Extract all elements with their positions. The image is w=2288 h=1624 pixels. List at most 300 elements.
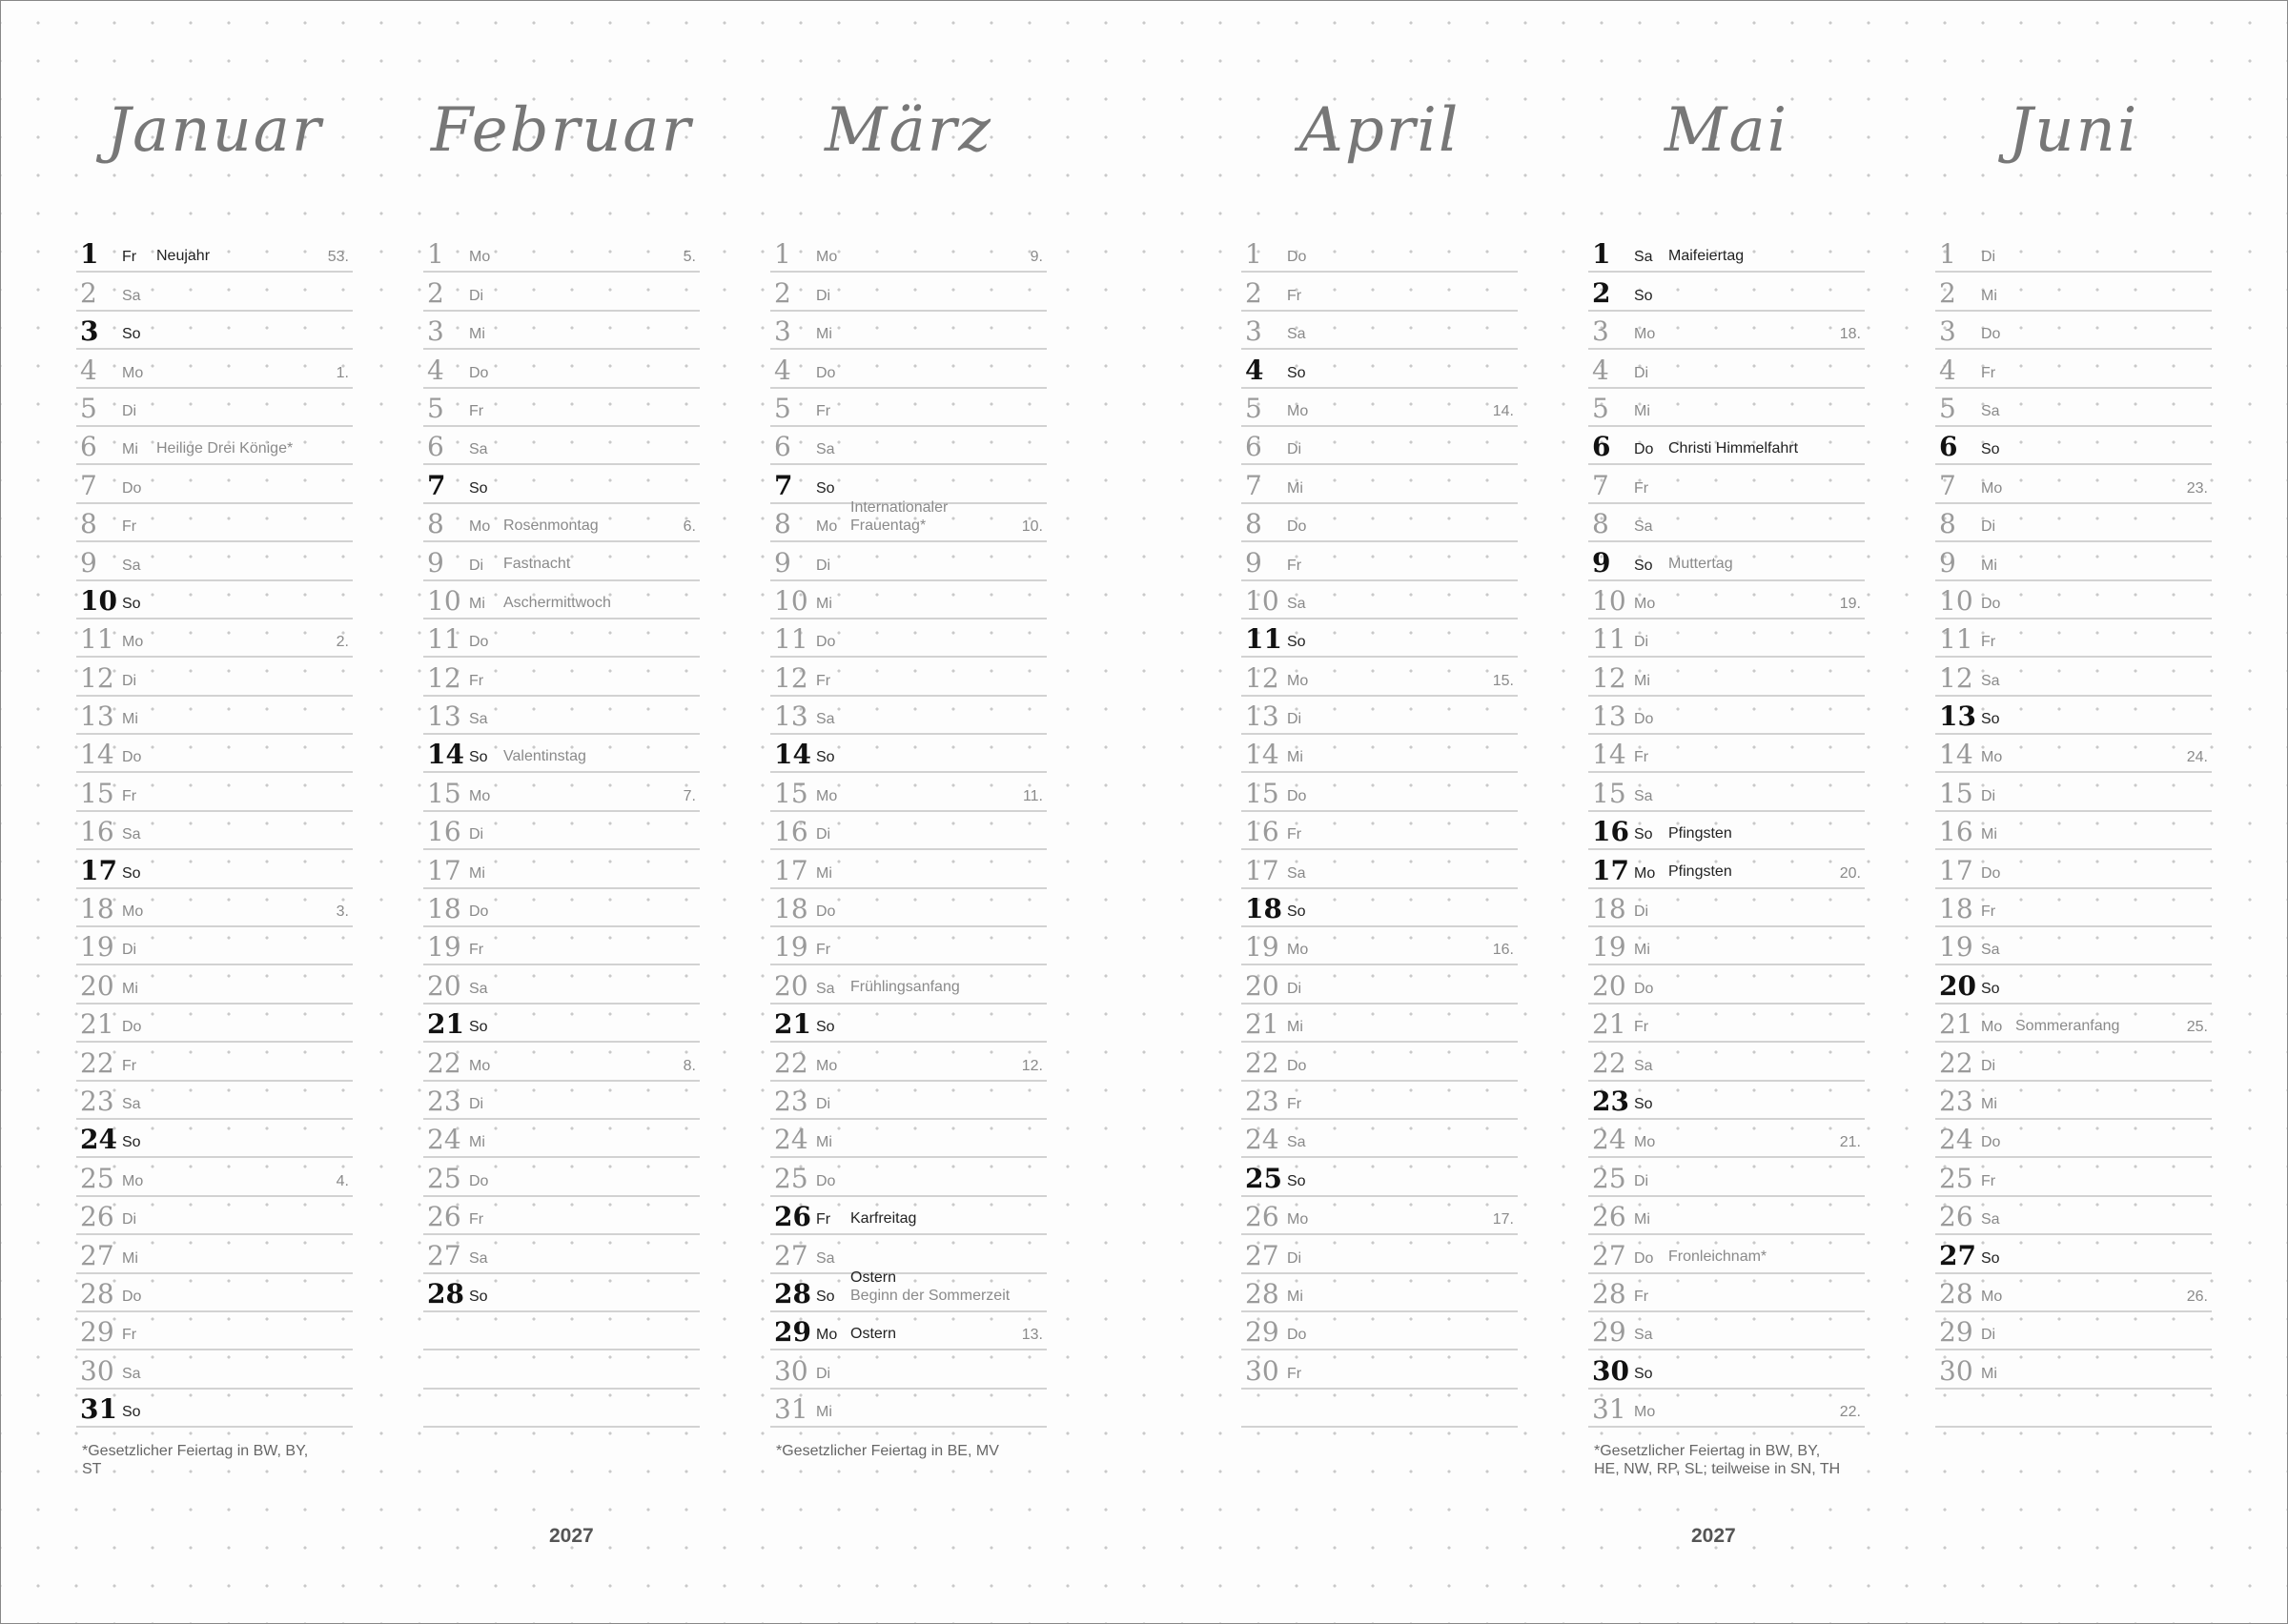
day-number: 26: [1939, 1201, 1973, 1233]
day-row: [770, 1158, 1047, 1196]
holiday-line: Internationaler: [850, 499, 949, 517]
day-number: 13: [427, 700, 461, 733]
holiday-label: [1668, 1248, 1767, 1266]
day-row: [1935, 504, 2212, 542]
weekday: Mo: [122, 1172, 144, 1189]
day-number: 2: [427, 276, 444, 309]
day-number: 29: [774, 1316, 811, 1349]
weekday: Sa: [122, 1095, 141, 1112]
day-number: 26: [427, 1201, 461, 1233]
week-number: 25.: [2186, 1019, 2208, 1036]
day-number: 27: [774, 1239, 808, 1271]
day-row: [1241, 312, 1518, 350]
day-row: [1935, 1120, 2212, 1158]
day-row: [1935, 1082, 2212, 1120]
day-row: [1935, 350, 2212, 388]
week-number: 2.: [336, 634, 349, 651]
weekday: Fr: [816, 672, 831, 689]
day-row: [423, 927, 700, 965]
weekday: Mo: [816, 1057, 838, 1074]
day-row: [1588, 1350, 1865, 1389]
holiday-line: Frühlingsanfang: [850, 979, 960, 996]
weekday: So: [1634, 826, 1653, 843]
weekday: So: [1287, 903, 1306, 921]
day-number: 5: [1592, 392, 1609, 424]
day-row: [770, 1390, 1047, 1428]
weekday: Sa: [1287, 1134, 1306, 1151]
day-row: [1588, 697, 1865, 735]
holiday-label: [2015, 1018, 2119, 1035]
week-number: 14.: [1492, 402, 1514, 419]
day-row: [1935, 1197, 2212, 1235]
day-number: 23: [1245, 1085, 1279, 1117]
day-row: [1588, 1005, 1865, 1043]
weekday: So: [1981, 441, 2000, 458]
day-number: 27: [1245, 1239, 1279, 1271]
day-number: 24: [80, 1124, 117, 1156]
day-row: [1935, 965, 2212, 1004]
day-number: 10: [1939, 584, 1973, 617]
day-row: [76, 234, 353, 273]
weekday: Mo: [1634, 1404, 1656, 1421]
day-row: [423, 1043, 700, 1081]
day-number: 11: [80, 623, 114, 656]
day-number: 5: [427, 392, 444, 424]
weekday: Do: [1981, 595, 2001, 612]
weekday: Fr: [1634, 1019, 1649, 1036]
day-row: [1588, 427, 1865, 465]
week-number: 16.: [1492, 942, 1514, 959]
weekday: Sa: [1287, 595, 1306, 612]
weekday: Do: [1981, 864, 2001, 882]
day-row: [423, 812, 700, 850]
day-row: [1241, 735, 1518, 773]
weekday: Mi: [1287, 479, 1303, 497]
day-row: [1935, 427, 2212, 465]
day-row: [770, 273, 1047, 311]
day-row: [423, 1005, 700, 1043]
day-row: [1588, 1158, 1865, 1196]
day-row: [76, 812, 353, 850]
day-number: 12: [80, 661, 114, 694]
holiday-line: Aschermittwoch: [503, 594, 611, 611]
day-number: 11: [427, 623, 461, 656]
day-number: 29: [80, 1316, 114, 1349]
day-row: [76, 1082, 353, 1120]
day-row: [770, 1005, 1047, 1043]
day-row: [423, 234, 700, 273]
weekday: Sa: [1981, 402, 2000, 419]
day-number: 5: [774, 392, 791, 424]
day-number: 31: [774, 1393, 808, 1426]
day-number: 4: [427, 354, 444, 386]
day-number: 4: [1939, 354, 1956, 386]
day-row: [1935, 773, 2212, 811]
weekday: So: [1981, 1249, 2000, 1267]
day-number: 30: [80, 1354, 114, 1387]
weekday: So: [1287, 1172, 1306, 1189]
holiday-label: [1668, 863, 1732, 881]
day-number: 13: [1245, 700, 1279, 733]
weekday: So: [1287, 634, 1306, 651]
day-row: [1241, 1158, 1518, 1196]
day-row: [770, 1350, 1047, 1389]
day-number: 2: [1245, 276, 1262, 309]
day-row: [1588, 773, 1865, 811]
weekday: Sa: [469, 1249, 488, 1267]
day-row: [770, 1043, 1047, 1081]
day-row: [770, 927, 1047, 965]
day-row: [1241, 697, 1518, 735]
day-number: 27: [1592, 1239, 1626, 1271]
day-number: 24: [1939, 1124, 1973, 1156]
weekday: Mo: [1981, 1288, 2003, 1305]
weekday: Mi: [1981, 557, 1997, 574]
day-number: 17: [1592, 854, 1629, 886]
day-number: 27: [80, 1239, 114, 1271]
day-number: 19: [80, 931, 114, 964]
day-number: 4: [80, 354, 97, 386]
weekday: Mi: [816, 1404, 832, 1421]
day-row: [76, 1274, 353, 1312]
holiday-line-2: Frauentag*: [850, 517, 927, 534]
day-row: [1241, 658, 1518, 696]
day-row: [770, 619, 1047, 658]
weekday: Sa: [1634, 787, 1653, 804]
day-number: 28: [80, 1277, 114, 1309]
holiday-line: Heilige Drei Könige*: [156, 439, 294, 457]
day-row: [1241, 427, 1518, 465]
day-row: [1241, 542, 1518, 580]
day-number: 31: [1592, 1393, 1626, 1426]
weekday: Mi: [469, 595, 485, 612]
day-row: [1588, 504, 1865, 542]
holiday-label: [156, 248, 210, 265]
weekday: Mo: [122, 634, 144, 651]
day-row: [76, 1235, 353, 1273]
day-row: [1588, 812, 1865, 850]
holiday-label: [850, 979, 960, 996]
weekday: Mo: [469, 787, 491, 804]
day-number: 19: [1939, 931, 1973, 964]
weekday: Do: [1981, 326, 2001, 343]
day-row: [423, 350, 700, 388]
day-row: [770, 1082, 1047, 1120]
weekday: So: [122, 1134, 141, 1151]
day-row: [1588, 1082, 1865, 1120]
day-number: 25: [1245, 1162, 1282, 1194]
weekday: Mi: [816, 326, 832, 343]
day-number: 2: [1939, 276, 1956, 309]
holiday-label: [1668, 825, 1732, 842]
day-row: [770, 889, 1047, 927]
day-number: 14: [774, 739, 811, 771]
day-number: 28: [427, 1277, 464, 1309]
day-number: 3: [774, 315, 791, 348]
weekday: Mi: [469, 864, 485, 882]
day-number: 8: [1592, 508, 1609, 540]
weekday: So: [1981, 980, 2000, 997]
day-row: [1935, 312, 2212, 350]
day-number: 13: [1592, 700, 1626, 733]
day-row: [1935, 465, 2212, 503]
holiday-label: [850, 499, 948, 535]
day-number: 17: [80, 854, 117, 886]
weekday: Do: [469, 634, 489, 651]
weekday: Sa: [122, 557, 141, 574]
week-number: 53.: [327, 249, 349, 266]
day-number: 14: [1245, 739, 1279, 771]
day-number: 20: [1245, 969, 1279, 1002]
day-row: [423, 1197, 700, 1235]
day-row: [1241, 1350, 1518, 1389]
weekday: Fr: [1287, 287, 1302, 304]
day-number: 19: [427, 931, 461, 964]
day-number: 19: [1245, 931, 1279, 964]
weekday: Do: [1634, 1249, 1654, 1267]
weekday: Mo: [1287, 402, 1309, 419]
holiday-line: Pfingsten: [1668, 824, 1732, 842]
weekday: Sa: [1634, 518, 1653, 536]
holiday-line: Fastnacht: [503, 556, 571, 573]
weekday: So: [122, 595, 141, 612]
weekday: Mo: [1634, 864, 1656, 882]
weekday: Do: [816, 1172, 836, 1189]
day-number: 24: [774, 1124, 808, 1156]
day-row: [770, 312, 1047, 350]
day-number: 6: [1939, 431, 1958, 463]
holiday-label: [1668, 248, 1744, 265]
weekday: Di: [816, 826, 831, 843]
weekday: So: [1634, 287, 1653, 304]
weekday: Fr: [469, 402, 484, 419]
weekday: Sa: [816, 441, 835, 458]
weekday: Di: [1634, 1172, 1649, 1189]
day-row: [770, 965, 1047, 1004]
weekday: Mo: [122, 364, 144, 381]
weekday: Mi: [1634, 402, 1650, 419]
day-number: 6: [1245, 431, 1262, 463]
day-row: [76, 273, 353, 311]
day-row: [1588, 312, 1865, 350]
weekday: Mo: [1981, 1019, 2003, 1036]
week-number: 1.: [336, 364, 349, 381]
day-row: [76, 850, 353, 888]
weekday: Mi: [1981, 1365, 1997, 1382]
day-number: 19: [774, 931, 808, 964]
weekday: Fr: [1634, 1288, 1649, 1305]
day-number: 29: [1592, 1316, 1626, 1349]
day-row: [770, 812, 1047, 850]
weekday: Fr: [816, 942, 831, 959]
day-number: 26: [1592, 1201, 1626, 1233]
weekday: Mo: [816, 1327, 838, 1344]
day-number: 21: [427, 1008, 464, 1041]
day-number: 17: [427, 854, 461, 886]
day-number: 18: [80, 893, 114, 925]
weekday: Mi: [1981, 287, 1997, 304]
week-number: 8.: [683, 1057, 696, 1074]
day-number: 17: [774, 854, 808, 886]
day-number: 10: [1592, 584, 1626, 617]
weekday: Do: [816, 634, 836, 651]
day-number: 23: [774, 1085, 808, 1117]
weekday: Do: [1287, 1057, 1307, 1074]
weekday: Mi: [1287, 1019, 1303, 1036]
day-number: 1: [1939, 238, 1956, 271]
day-row: [76, 697, 353, 735]
day-number: 26: [80, 1201, 114, 1233]
weekday: So: [1634, 1095, 1653, 1112]
weekday: Fr: [1981, 364, 1996, 381]
day-number: 30: [1939, 1354, 1973, 1387]
day-number: 10: [427, 584, 461, 617]
day-number: 10: [80, 584, 117, 617]
week-number: 9.: [1030, 249, 1043, 266]
day-number: 11: [774, 623, 808, 656]
day-number: 7: [1939, 469, 1956, 501]
day-row: [1935, 1235, 2212, 1273]
day-row: [423, 1158, 700, 1196]
weekday: Sa: [816, 711, 835, 728]
day-number: 16: [80, 816, 114, 848]
weekday: Do: [1634, 980, 1654, 997]
day-number: 3: [427, 315, 444, 348]
day-row: [423, 965, 700, 1004]
day-row: [770, 697, 1047, 735]
day-row: [1241, 1197, 1518, 1235]
day-number: 7: [1592, 469, 1609, 501]
day-row: [1935, 542, 2212, 580]
day-row: [1588, 658, 1865, 696]
day-number: 8: [427, 508, 444, 540]
weekday: Mi: [1981, 1095, 1997, 1112]
day-row: [1241, 350, 1518, 388]
day-number: 26: [1245, 1201, 1279, 1233]
day-number: 8: [80, 508, 97, 540]
weekday: Di: [469, 557, 484, 574]
day-number: 16: [1939, 816, 1973, 848]
day-row: [770, 658, 1047, 696]
day-number: 27: [427, 1239, 461, 1271]
weekday: Fr: [122, 1057, 137, 1074]
weekday: Mo: [816, 518, 838, 536]
weekday: Mi: [1287, 1288, 1303, 1305]
day-number: 11: [1592, 623, 1626, 656]
weekday: Fr: [1981, 1172, 1996, 1189]
weekday: Mi: [1634, 1211, 1650, 1228]
weekday: Sa: [1981, 1211, 2000, 1228]
weekday: Mi: [122, 711, 138, 728]
holiday-label: [1668, 556, 1733, 573]
day-number: 29: [1939, 1316, 1973, 1349]
day-row: [770, 389, 1047, 427]
day-row: [76, 1312, 353, 1350]
day-number: 1: [1592, 238, 1611, 271]
day-row: [76, 581, 353, 619]
holiday-label: [850, 1326, 896, 1343]
day-row: [76, 1158, 353, 1196]
holiday-label: [1668, 440, 1798, 457]
day-row: [770, 350, 1047, 388]
day-row: [1588, 1274, 1865, 1312]
day-number: 1: [774, 238, 791, 271]
day-row: [1935, 1043, 2212, 1081]
day-row: [1935, 889, 2212, 927]
weekday: Do: [469, 364, 489, 381]
weekday: Mo: [122, 903, 144, 921]
day-number: 28: [1939, 1277, 1973, 1309]
day-row: [76, 1120, 353, 1158]
weekday: Sa: [1634, 1327, 1653, 1344]
day-row: [423, 427, 700, 465]
weekday: Di: [1287, 711, 1302, 728]
weekday: Do: [816, 903, 836, 921]
day-number: 25: [1592, 1162, 1626, 1194]
weekday: So: [469, 479, 488, 497]
weekday: Di: [1981, 518, 1996, 536]
weekday: Di: [816, 287, 831, 304]
weekday: Do: [1287, 249, 1307, 266]
day-row: [423, 1082, 700, 1120]
day-row: [1588, 273, 1865, 311]
weekday: Sa: [469, 441, 488, 458]
weekday: Di: [1981, 1057, 1996, 1074]
day-row: [1935, 581, 2212, 619]
day-number: 21: [80, 1008, 114, 1041]
day-row: [1241, 619, 1518, 658]
weekday: Mi: [469, 1134, 485, 1151]
holiday-line: Ostern: [850, 1325, 897, 1342]
day-row: [1241, 850, 1518, 888]
day-row: [423, 273, 700, 311]
day-number: 14: [80, 739, 114, 771]
weekday: Do: [469, 903, 489, 921]
day-number: 5: [1245, 392, 1262, 424]
day-number: 6: [427, 431, 444, 463]
day-number: 26: [774, 1201, 811, 1233]
day-row: [76, 965, 353, 1004]
week-number: 24.: [2186, 749, 2208, 766]
day-row: [1935, 812, 2212, 850]
day-number: 30: [1592, 1354, 1629, 1387]
weekday: Sa: [1634, 1057, 1653, 1074]
weekday: Mo: [1287, 672, 1309, 689]
weekday: Fr: [816, 402, 831, 419]
day-row: [1241, 773, 1518, 811]
weekday: Do: [1981, 1134, 2001, 1151]
weekday: Sa: [469, 980, 488, 997]
day-row: [1241, 581, 1518, 619]
holiday-line: Rosenmontag: [503, 517, 599, 534]
day-row: [1241, 1274, 1518, 1312]
holiday-label: [503, 556, 570, 573]
weekday: Mi: [469, 326, 485, 343]
day-number: 20: [1939, 969, 1976, 1002]
day-number: 9: [1939, 546, 1956, 579]
day-number: 15: [1592, 777, 1626, 809]
holiday-line: Fronleichnam*: [1668, 1248, 1767, 1266]
week-number: 15.: [1492, 672, 1514, 689]
day-number: 22: [1939, 1046, 1973, 1079]
day-row: [1241, 465, 1518, 503]
day-row: [770, 234, 1047, 273]
day-number: 6: [80, 431, 97, 463]
weekday: Mo: [1634, 326, 1656, 343]
day-number: 3: [1592, 315, 1609, 348]
weekday: Mi: [1981, 826, 1997, 843]
weekday: Fr: [1287, 1095, 1302, 1112]
